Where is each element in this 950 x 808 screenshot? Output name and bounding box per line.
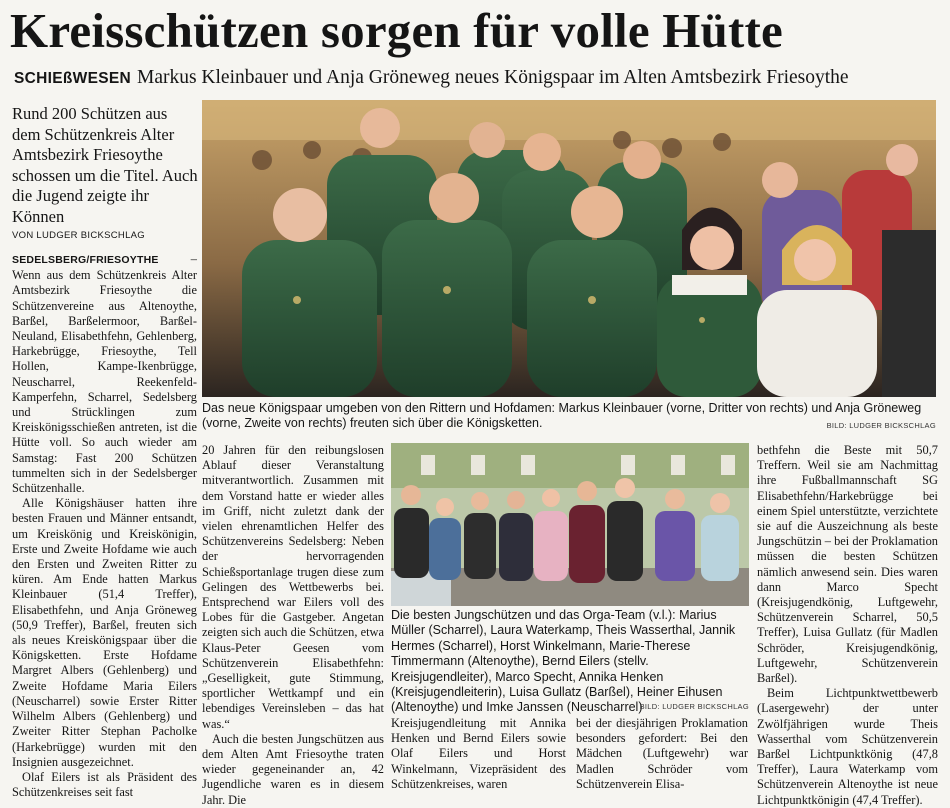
paragraph (12, 252, 197, 496)
teaser: Rund 200 Schützen aus dem Schützenkreis Alter Amtsbezirk Friesoythe schossen um die Titel. Auch die Jugend zeigte ihr Können (12, 104, 198, 226)
paragraph-text: – Wenn aus dem Schützenkreis Alter Amtsbezirk Friesoythe die Schützenvereine aus Altenoythe, Barßel, Barßelermoor, Barßel-Neuland, Elisabethfehn, Gehlenberg, Harkebrügge, Friesoythe, Tell Hollen, Kampe-Ikenbrügge, Neuscharrel, Reekenfeld-Kamperfehn, Scharrel, Sedelsberg und Strücklingen zum Kreiskönigsschießen antreten, ist die Hütte voll. So auch wieder am Samstag: Fast 200 Schützen tummelten sich in der Sedelsberger Schützenhalle. (12, 252, 197, 496)
paragraph: Beim Lichtpunktwettbewerb (Lasergewehr) der unter Zwölfjährigen wurde Theis Wasserthal vom Schützenverein Barßel Lichtpunktkönig (47,8 Treffer), Laura Waterkamp vom Schützenverein Altenoythe ist neue Lichtpunktkönigin (47,4 Treffer). (757, 686, 938, 807)
byline: VON LUDGER BICKSCHLAG (12, 230, 145, 241)
subheadline: Markus Kleinbauer und Anja Gröneweg neues Königspaar im Alten Amtsbezirk Friesoythe (136, 67, 849, 88)
main-photo-image (202, 100, 936, 397)
kicker: SCHIEßWESEN (14, 70, 131, 87)
column-5 (757, 443, 938, 808)
dateline: SEDELSBERG/FRIESOYTHE (12, 254, 159, 266)
paragraph: bei der diesjährigen Proklamation besonders gefordert: Bei den Mädchen (Luftgewehr) war Madlen Schröder vom Schützenverein Elisa- (576, 716, 748, 791)
paragraph: Auch die besten Jungschützen aus dem Alten Amt Friesoythe traten wieder gegeneinander an, 42 Jugendliche waren es in diesem Jahr. Die (202, 731, 384, 807)
main-photo (202, 100, 936, 397)
main-photo-credit: BILD: LUDGER BICKSCHLAG (826, 421, 936, 430)
main-photo-caption: Das neue Königspaar umgeben von den Rittern und Hofdamen: Markus Kleinbauer (vorne, Dritter von rechts) und Anja Gröneweg (vorne, Zweite von rechts) freuten sich über die Königsketten. (202, 401, 922, 431)
paragraph: bethfehn die Beste mit 50,7 Treffern. Weil sie am Nachmittag ihre Fußballmannschaft SG Elisabethfehn/Harkebrügge bei einem Spiel unterstützte, verzichtete sie auf die Auszeichnung als beste Jungschützin – bei der Proklamation müssen die besten Schützen nämlich anwesend sein. Dies waren dann Marco Specht (Kreisjugendkönig, Luftgewehr, Schützenverein Scharrel, 50,5 Treffer), Luisa Gullatz (für Madlen Schröder, Kreisjugendkönig, Luftgewehr, Schützenverein Barßel). (757, 443, 939, 686)
paragraph: Olaf Eilers ist als Präsident des Schützenkreises seit fast (12, 769, 197, 800)
paragraph: Alle Königshäuser hatten ihre besten Frauen und Männer entsandt, um Kreiskönig und Kreiskönigin, Erste und Zweite Hofdame wie auch den Ersten und Zweiten Ritter zu küren. Am Ende hatten Markus Kleinbauer (51,4 Treffer), Elisabethfehn, und Anja Gröneweg (50,9 Treffer), Barßel, freuten sich als neues Kreiskönigspaar über die Königsketten. Erste Hofdame Margret Albers (Gehlenberg) und Zweite Hofdame Maria Eilers (Neuscharrel) sowie Erster Ritter Wilhelm Albers (Gehlenberg) und Zweiter Ritter Stephan Pacholke (Harkebrügge) wurden mit den Insignien ausgezeichnet. (12, 496, 197, 769)
youth-photo-caption: Die besten Jungschützen und das Orga-Team (v.l.): Marius Müller (Scharrel), Laura Waterkamp, Theis Wasserthal, Jannik Hermes (Scharrel), Horst Winkelmann, Marie-Therese Timmermann (Altenoythe), Bernd Eilers (stellv. Kreisjugendleiter), Marco Specht, Annika Henken (Kreisjugendleiterin), Luisa Gullatz (Barßel), Heiner Eihusen (Altenoythe) und Imke Janssen (Neuscharrel) (391, 608, 736, 715)
subheadline-line (14, 64, 944, 92)
headline: Kreisschützen sorgen für volle Hütte (10, 3, 783, 58)
paragraph: Kreisjugendleitung mit Annika Henken und Bernd Eilers sowie Olaf Eilers und Horst Winkelmann, Vizepräsident des Schützenkreises, waren (391, 716, 566, 791)
column-2 (202, 443, 384, 808)
column-3 (391, 716, 566, 792)
column-4 (576, 716, 748, 792)
column-1 (12, 252, 197, 800)
youth-photo-image (391, 443, 749, 606)
paragraph: 20 Jahren für den reibungslosen Ablauf dieser Veranstaltung mitverantwortlich. Zusammen mit dem Vorstand hatte er wieder alles im Griff, nicht zuletzt dank der vielen ehrenamtlichen Helfer des Schützenvereins Sedelsberg: Neben der hervorragenden Schießsportanlage trugen diese zum Gelingen des Wettbewerbs bei. Entsprechend war Eilers voll des Lobes für die Gastgeber. Angetan zeigten sich auch die Schützen, etwa Klaus-Peter Geesen vom Schützenverein Elisabethfehn: „Geselligkeit, gute Stimmung, sportlicher Wettkampf und ein lebendiges Vereinsleben – das hat was.“ (202, 443, 384, 731)
youth-photo (391, 443, 749, 606)
youth-photo-credit: BILD: LUDGER BICKSCHLAG (639, 702, 749, 711)
